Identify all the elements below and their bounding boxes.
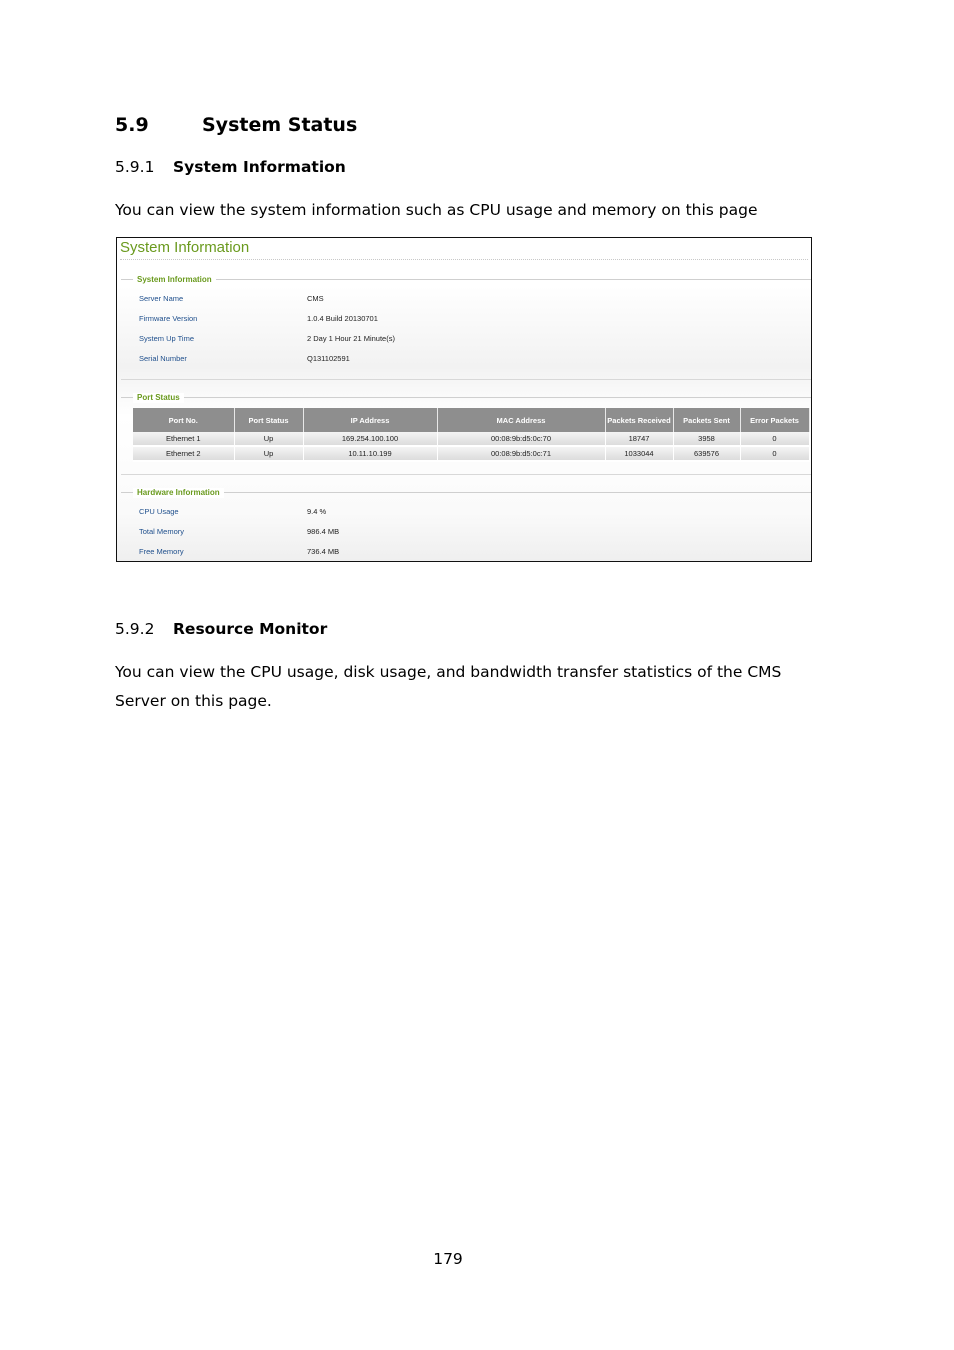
table-cell: 00:08:9b:d5:0c:71 <box>437 446 605 461</box>
column-header: Port Status <box>234 408 303 432</box>
sysinfo-box-bottom <box>121 379 811 380</box>
info-label: Server Name <box>139 294 184 303</box>
body-paragraph-1: You can view the system information such as CPU usage and memory on this page <box>115 201 758 219</box>
info-label: Serial Number <box>139 354 187 363</box>
info-row <box>139 294 324 304</box>
hardware-legend: Hardware Information <box>121 488 811 498</box>
info-value: 986.4 MB <box>307 527 340 536</box>
page-number: 179 <box>433 1250 463 1268</box>
table-row <box>133 446 809 461</box>
column-header: MAC Address <box>437 408 605 432</box>
table-cell: 639576 <box>673 446 740 461</box>
info-label: Total Memory <box>139 527 185 536</box>
subsection-title: System Information <box>173 158 346 176</box>
table-cell: 3958 <box>673 432 740 446</box>
info-label: System Up Time <box>139 334 195 343</box>
column-header: Error Packets <box>740 408 809 432</box>
info-row <box>139 507 326 517</box>
info-row <box>139 334 395 344</box>
table-cell: Ethernet 1 <box>133 432 234 446</box>
info-value: 2 Day 1 Hour 21 Minute(s) <box>307 334 395 343</box>
table-cell: Up <box>234 446 303 461</box>
info-row <box>139 354 350 364</box>
system-information-screenshot <box>116 237 812 562</box>
info-value: Q131102591 <box>307 354 350 363</box>
info-row <box>139 314 378 324</box>
section-heading <box>115 114 357 136</box>
subsection-number: 5.9.2 <box>115 620 155 638</box>
column-header: Port No. <box>133 408 234 432</box>
info-row <box>139 527 339 537</box>
table-cell: 00:08:9b:d5:0c:70 <box>437 432 605 446</box>
table-cell: 10.11.10.199 <box>303 446 437 461</box>
body-paragraph-2: You can view the CPU usage, disk usage, and bandwidth transfer statistics of the CMS Server on this page. <box>115 663 782 710</box>
section-number: 5.9 <box>115 114 149 136</box>
info-label: CPU Usage <box>139 507 179 516</box>
table-cell: Ethernet 2 <box>133 446 234 461</box>
table-cell: 0 <box>740 432 809 446</box>
section-title: System Status <box>202 114 358 136</box>
column-header: IP Address <box>303 408 437 432</box>
info-value: 736.4 MB <box>307 547 340 556</box>
table-cell: 169.254.100.100 <box>303 432 437 446</box>
subsection-heading-2 <box>115 620 327 638</box>
ports-box-bottom <box>121 474 811 475</box>
table-row <box>133 432 809 446</box>
panel-title: System Information <box>120 239 250 256</box>
table-cell: 0 <box>740 446 809 461</box>
title-divider <box>120 259 808 260</box>
subsection-title: Resource Monitor <box>173 620 328 638</box>
info-value: CMS <box>307 294 324 303</box>
subsection-number: 5.9.1 <box>115 158 155 176</box>
table-cell: 1033044 <box>605 446 673 461</box>
info-value: 1.0.4 Build 20130701 <box>307 314 378 323</box>
column-header: Packets Sent <box>673 408 740 432</box>
info-value: 9.4 % <box>307 507 327 516</box>
info-row <box>139 547 339 557</box>
port-status-table <box>133 408 810 462</box>
info-label: Free Memory <box>139 547 184 556</box>
subsection-heading-1 <box>115 158 346 176</box>
column-header: Packets Received <box>605 408 673 432</box>
table-cell: Up <box>234 432 303 446</box>
sysinfo-legend: System Information <box>121 275 811 285</box>
port-status-legend: Port Status <box>121 393 811 403</box>
info-label: Firmware Version <box>139 314 198 323</box>
table-cell: 18747 <box>605 432 673 446</box>
